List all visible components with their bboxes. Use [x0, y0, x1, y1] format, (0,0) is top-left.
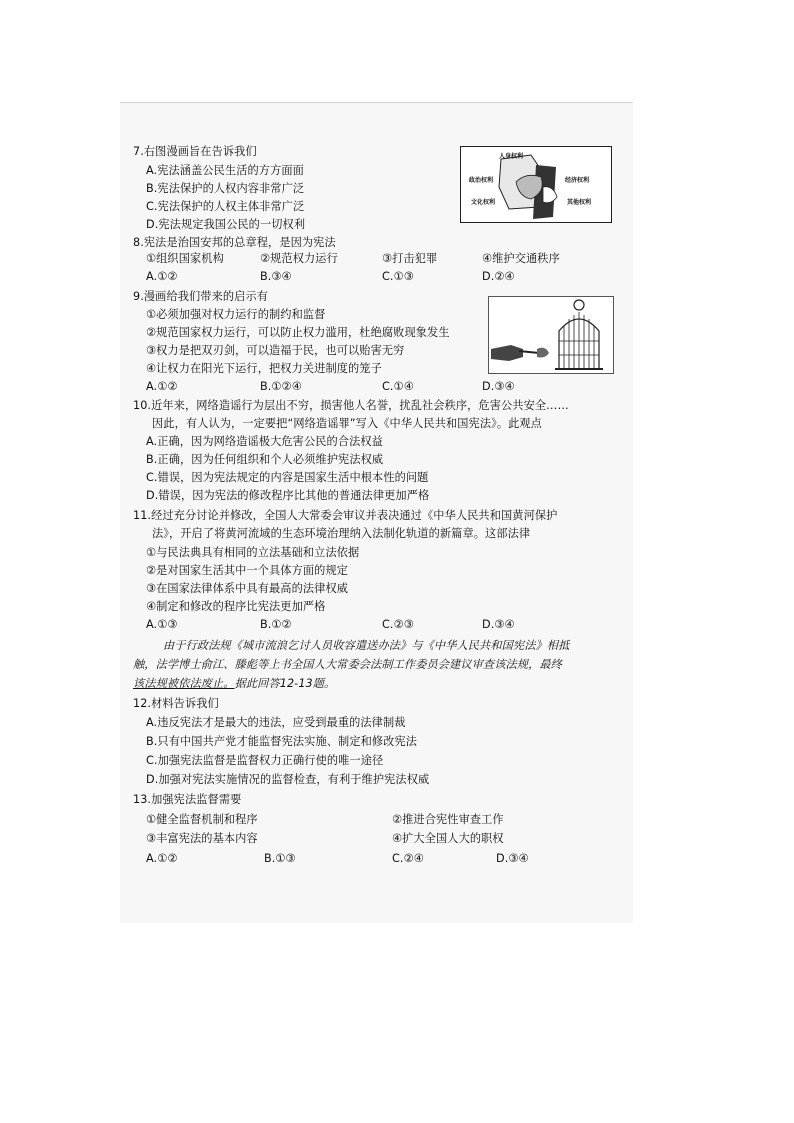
q8-option-b: B.③④	[260, 270, 292, 283]
q8-item-1: ①组织国家机构	[146, 252, 224, 265]
q11-option-a: A.①③	[146, 618, 178, 631]
cartoon-label-left1: 政治权利	[469, 177, 494, 184]
q8-option-a: A.①②	[146, 270, 178, 283]
q11-stem-line-1: 11.经过充分讨论并修改，全国人大常委会审议并表决通过《中华人民共和国黄河保护	[133, 509, 558, 522]
material-line-1: 由于行政法规《城市流浪乞讨人员收容遣送办法》与《中华人民共和国宪法》相抵	[163, 639, 570, 652]
cartoon-label-right2: 其他权利	[567, 199, 592, 206]
q11-item-4: ④制定和修改的程序比宪法更加严格	[146, 600, 326, 613]
birdcage-cartoon	[488, 296, 614, 374]
q8-item-3: ③打击犯罪	[382, 252, 438, 265]
q9-item-3: ③权力是把双刃剑，可以造福于民，也可以贻害无穷	[146, 344, 405, 357]
q8-item-4: ④维护交通秩序	[482, 252, 560, 265]
q10-option-c: C.错误，因为宪法规定的内容是国家生活中根本性的问题	[146, 471, 429, 484]
material-line-3	[133, 676, 335, 692]
q13-option-c: C.②④	[392, 852, 424, 865]
q12-option-c: C.加强宪法监督是监督权力正确行使的唯一途径	[146, 754, 384, 767]
q7-stem: 7.右图漫画旨在告诉我们	[133, 145, 257, 158]
cartoon-label-right1: 经济权利	[565, 177, 590, 184]
q11-item-2: ②是对国家生活其中一个具体方面的规定	[146, 564, 349, 577]
q9-item-4: ④让权力在阳光下运行，把权力关进制度的笼子	[146, 362, 382, 375]
material-underlined-text: 该法规被依法废止。	[133, 677, 235, 690]
q12-option-d: D.加强对宪法实施情况的监督检查，有利于维护宪法权威	[146, 773, 430, 786]
q9-option-c: C.①④	[382, 380, 414, 393]
q7-option-c: C.宪法保护的人权主体非常广泛	[146, 200, 305, 213]
q12-option-b: B.只有中国共产党才能监督宪法实施、制定和修改宪法	[146, 735, 418, 748]
q9-item-2: ②规范国家权力运行，可以防止权力滥用，杜绝腐败现象发生	[146, 326, 450, 339]
rights-cartoon	[460, 146, 612, 223]
q8-option-c: C.①③	[382, 270, 414, 283]
hands-illustration	[461, 147, 611, 222]
cartoon-label-left2: 文化权利	[471, 199, 496, 206]
q11-stem-line-2: 法》，开启了将黄河流域的生态环境治理纳入法制化轨道的新篇章。这部法律	[152, 527, 531, 540]
q9-option-b: B.①②④	[260, 380, 302, 393]
q7-option-d: D.宪法规定我国公民的一切权利	[146, 218, 306, 231]
birdcage-illustration	[489, 297, 613, 373]
q13-stem: 13.加强宪法监督需要	[133, 793, 242, 806]
material-instruction: 据此回答12-13题。	[234, 677, 336, 690]
q10-stem-line-1: 10.近年来，网络造谣行为层出不穷，损害他人名誉，扰乱社会秩序，危害公共安全……	[133, 399, 569, 412]
q13-option-d: D.③④	[496, 852, 529, 865]
q11-item-1: ①与民法典具有相同的立法基础和立法依据	[146, 546, 360, 559]
q9-option-a: A.①②	[146, 380, 178, 393]
q13-item-1: ①健全监督机制和程序	[146, 813, 258, 826]
q8-option-d: D.②④	[482, 270, 515, 283]
q12-stem: 12.材料告诉我们	[133, 697, 219, 710]
q10-option-d: D.错误，因为宪法的修改程序比其他的普通法律更加严格	[146, 489, 430, 502]
material-line-2: 触，法学博士俞江、滕彪等上书全国人大常委会法制工作委员会建议审查该法规，最终	[133, 658, 562, 671]
q13-option-b: B.①③	[264, 852, 296, 865]
q10-option-a: A.正确，因为网络造谣极大危害公民的合法权益	[146, 435, 383, 448]
q8-item-2: ②规范权力运行	[260, 252, 338, 265]
q11-option-c: C.②③	[382, 618, 414, 631]
q7-option-b: B.宪法保护的人权内容非常广泛	[146, 182, 305, 195]
q13-item-2: ②推进合宪性审查工作	[392, 813, 504, 826]
q11-option-d: D.③④	[482, 618, 515, 631]
q10-option-b: B.正确，因为任何组织和个人必须维护宪法权威	[146, 453, 384, 466]
q9-stem: 9.漫画给我们带来的启示有	[133, 290, 269, 303]
q8-stem: 8.宪法是治国安邦的总章程，是因为宪法	[133, 236, 336, 249]
q13-item-4: ④扩大全国人大的职权	[392, 832, 504, 845]
q10-stem-line-2: 因此，有人认为，一定要把“网络造谣罪”写入《中华人民共和国宪法》。此观点	[152, 417, 542, 430]
q12-option-a: A.违反宪法才是最大的违法，应受到最重的法律制裁	[146, 716, 406, 729]
q13-item-3: ③丰富宪法的基本内容	[146, 832, 258, 845]
q9-option-d: D.③④	[482, 380, 515, 393]
q9-item-1: ①必须加强对权力运行的制约和监督	[146, 308, 326, 321]
cartoon-label-top: 人身权利	[499, 153, 524, 160]
q11-option-b: B.①②	[260, 618, 292, 631]
q11-item-3: ③在国家法律体系中具有最高的法律权威	[146, 582, 349, 595]
q13-option-a: A.①②	[146, 852, 178, 865]
q7-option-a: A.宪法涵盖公民生活的方方面面	[146, 164, 304, 177]
